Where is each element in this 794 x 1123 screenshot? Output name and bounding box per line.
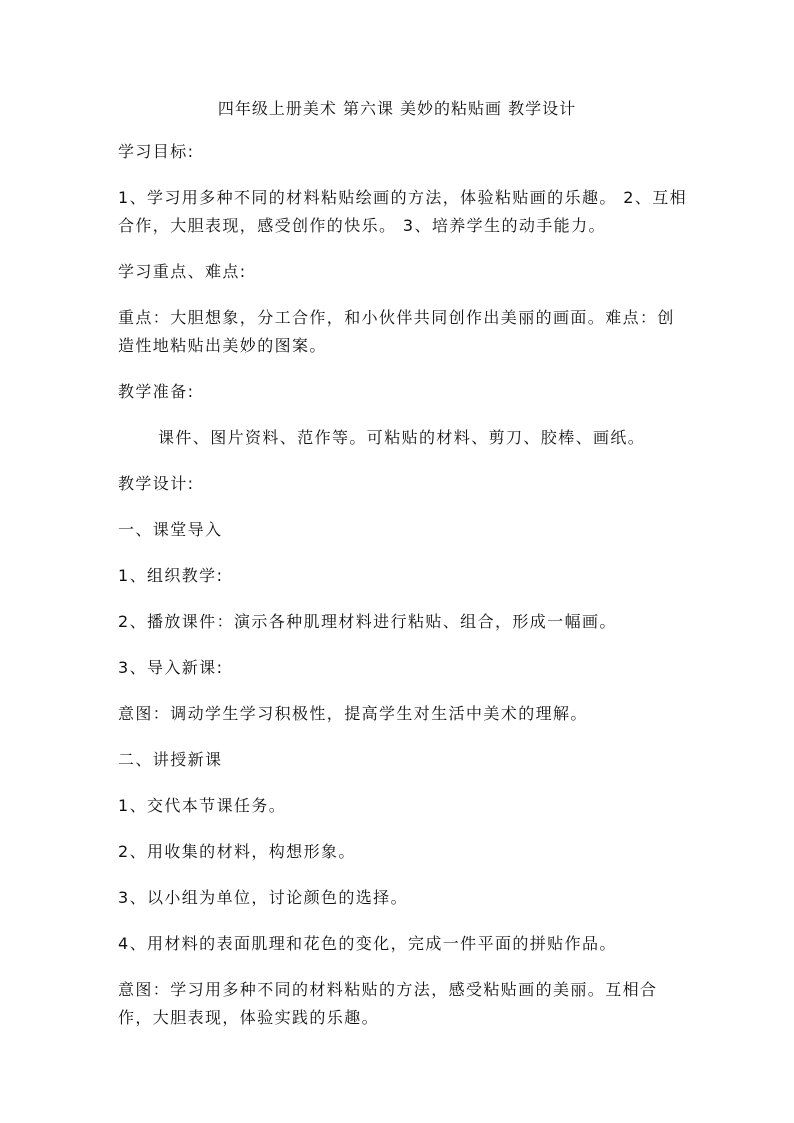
intent-2: 意图：学习用多种不同的材料粘贴的方法，感受粘贴画的美丽。互相合作，大胆表现，体验实践的乐趣。 [118, 980, 658, 1027]
step-groups: 3、以小组为单位，讨论颜色的选择。 [118, 888, 408, 907]
intent-1: 意图：调动学生学习积极性，提高学生对生活中美术的理解。 [118, 704, 588, 723]
paragraph-objectives: 1、学习用多种不同的材料粘贴绘画的方法，体验粘贴画的乐趣。 2、互相合作，大胆表现，感受创作的快乐。 3、培养学生的动手能力。 [118, 188, 688, 235]
step-play-courseware: 2、播放课件：演示各种肌理材料进行粘贴、组合，形成一幅画。 [118, 612, 617, 631]
step-organize: 1、组织教学: [118, 566, 224, 585]
document-body [118, 138, 690, 1050]
step-task: 1、交代本节课任务。 [118, 796, 287, 815]
heading-teaching-design: 教学设计: [118, 474, 195, 493]
paragraph-key-points: 重点：大胆想象，分工合作，和小伙伴共同创作出美丽的画面。难点：创造性地粘贴出美妙的图案。 [118, 308, 675, 355]
step-complete-work: 4、用材料的表面肌理和花色的变化，完成一件平面的拼贴作品。 [118, 934, 617, 953]
step-materials: 2、用收集的材料，构想形象。 [118, 842, 356, 861]
heading-key-points: 学习重点、难点: [118, 262, 247, 281]
heading-learning-objectives: 学习目标: [118, 142, 195, 161]
section-intro: 一、课堂导入 [118, 520, 223, 539]
heading-preparation: 教学准备: [118, 382, 195, 401]
paragraph-preparation: 课件、图片资料、范作等。可粘贴的材料、剪刀、胶棒、画纸。 [158, 428, 646, 447]
step-introduce-lesson: 3、导入新课: [118, 658, 224, 677]
document-title: 四年级上册美术 第六课 美妙的粘贴画 教学设计 [217, 99, 577, 118]
section-new-lesson: 二、讲授新课 [118, 750, 223, 769]
